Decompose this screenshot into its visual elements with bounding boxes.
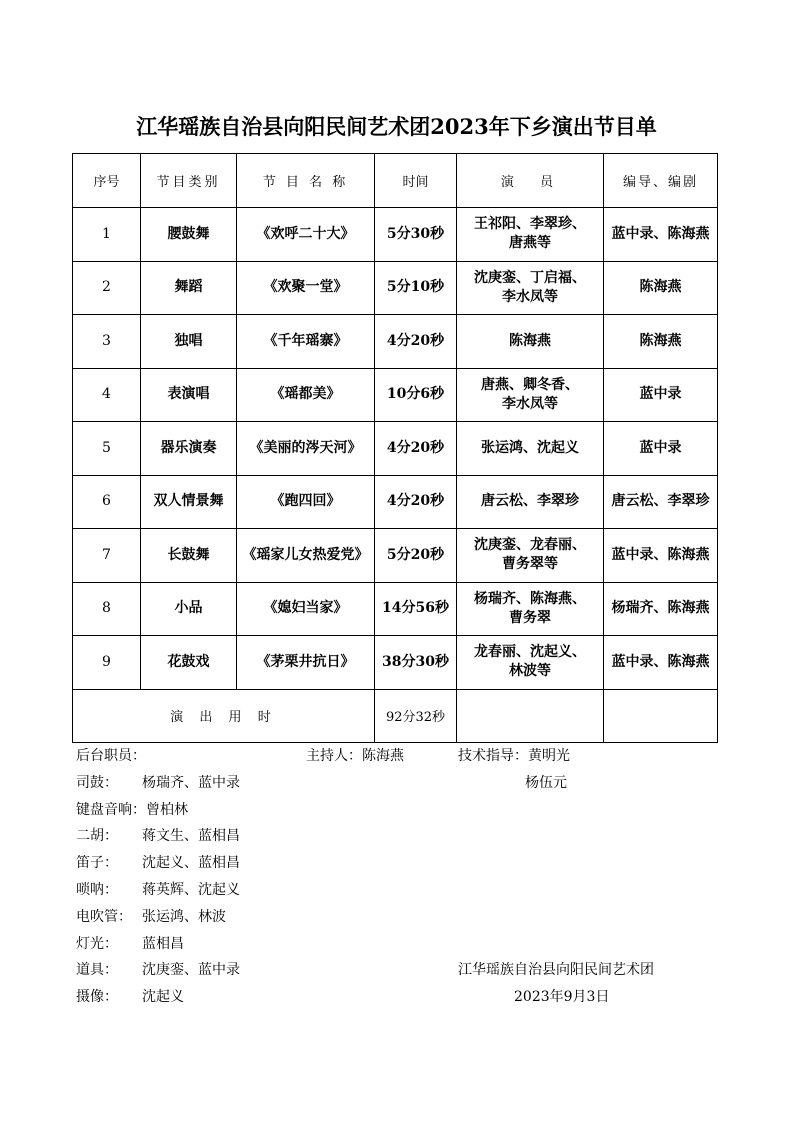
program-category: 长鼓舞: [141, 529, 237, 583]
program-category: 舞蹈: [141, 261, 237, 315]
program-performers: [457, 422, 604, 476]
program-duration: 5分10秒: [375, 261, 457, 315]
program-title: 《媳妇当家》: [237, 582, 375, 636]
program-director: 蓝中录、陈海燕: [604, 208, 718, 262]
program-title: 《瑶都美》: [237, 368, 375, 422]
performers-line: 李水凤等: [502, 395, 558, 412]
table-header-row: [73, 154, 718, 208]
program-category: 表演唱: [141, 368, 237, 422]
program-row: [73, 422, 718, 476]
program-category: 独唱: [141, 315, 237, 369]
header-number: 序号: [73, 154, 141, 208]
program-category: 双人情景舞: [141, 475, 237, 529]
program-duration: 5分20秒: [375, 529, 457, 583]
program-title: 《千年瑶寨》: [237, 315, 375, 369]
total-label: 演 出 用 时: [73, 689, 375, 742]
performers-line: 张运鸿、沈起义: [481, 439, 579, 456]
staff-role: 道具：: [76, 962, 118, 979]
program-director: 蓝中录、陈海燕: [604, 529, 718, 583]
program-row: [73, 315, 718, 369]
program-row: [73, 208, 718, 262]
program-number: 7: [73, 529, 141, 583]
staff-row: [76, 797, 716, 824]
staff-names: 沈起义: [142, 989, 184, 1006]
staff-names: 沈起义、蓝相昌: [142, 855, 240, 872]
performers-line: 沈庚銮、龙春丽、: [474, 537, 586, 554]
staff-row: [76, 904, 716, 931]
program-director: 蓝中录: [604, 422, 718, 476]
header-director: 编导、编剧: [604, 154, 718, 208]
program-row: [73, 529, 718, 583]
program-duration: 4分20秒: [375, 422, 457, 476]
staff-list: [76, 743, 716, 1011]
program-director: 陈海燕: [604, 315, 718, 369]
program-title: 《茅栗井抗日》: [237, 636, 375, 690]
backstage-label: 后台职员：: [76, 748, 146, 764]
program-category: 小品: [141, 582, 237, 636]
program-number: 3: [73, 315, 141, 369]
program-title: 《美丽的涔天河》: [237, 422, 375, 476]
performers-line: 曹务翠等: [502, 556, 558, 573]
header-category: 节目类别: [141, 154, 237, 208]
program-performers: [457, 261, 604, 315]
performers-line: 唐云松、李翠珍: [481, 493, 579, 510]
program-table: [72, 153, 718, 743]
program-director: 杨瑞齐、陈海燕: [604, 582, 718, 636]
staff-names: 蓝相昌: [142, 935, 184, 952]
program-number: 1: [73, 208, 141, 262]
staff-row: [76, 984, 716, 1011]
program-title: 《瑶家儿女热爱党》: [237, 529, 375, 583]
staff-row: [76, 877, 716, 904]
staff-row: [76, 743, 716, 770]
staff-role: 唢呐：: [76, 881, 118, 898]
program-row: [73, 582, 718, 636]
staff-names: 沈庚銮、蓝中录: [142, 962, 240, 979]
performers-line: 唐燕等: [509, 235, 551, 252]
staff-row: [76, 850, 716, 877]
program-performers: [457, 529, 604, 583]
total-director-empty-cell: [604, 689, 718, 742]
program-performers: [457, 475, 604, 529]
program-director: 蓝中录: [604, 368, 718, 422]
program-title: 《欢聚一堂》: [237, 261, 375, 315]
program-number: 8: [73, 582, 141, 636]
program-performers: [457, 315, 604, 369]
staff-role: 司鼓：: [76, 774, 118, 791]
program-performers: [457, 208, 604, 262]
program-title: 《跑四回》: [237, 475, 375, 529]
program-number: 2: [73, 261, 141, 315]
staff-row: [76, 823, 716, 850]
document-title: 江华瑶族自治县向阳民间艺术团2023年下乡演出节目单: [136, 114, 657, 139]
staff-row: [76, 931, 716, 958]
staff-role: 电吹管：: [76, 908, 132, 925]
staff-names: 杨瑞齐、蓝中录: [142, 774, 240, 791]
program-performers: [457, 636, 604, 690]
program-title: 《欢呼二十大》: [237, 208, 375, 262]
signature-date: 2023年9月3日: [514, 989, 610, 1006]
header-program-name: 节 目 名 称: [237, 154, 375, 208]
staff-names: 曾柏林: [146, 801, 188, 818]
staff-role: 二胡：: [76, 828, 118, 845]
staff-names: 蒋文生、蓝相昌: [142, 828, 240, 845]
program-number: 9: [73, 636, 141, 690]
performers-line: 李水凤等: [502, 288, 558, 305]
staff-role: 键盘音响：: [76, 801, 146, 818]
performers-line: 龙春丽、沈起义、: [474, 644, 586, 661]
staff-names: 蒋英辉、沈起义: [142, 881, 240, 898]
performers-line: 唐燕、卿冬香、: [481, 376, 579, 393]
performers-line: 沈庚銮、丁启福、: [474, 269, 586, 286]
program-category: 器乐演奏: [141, 422, 237, 476]
program-performers: [457, 582, 604, 636]
program-director: 唐云松、李翠珍: [604, 475, 718, 529]
total-performers-empty-cell: [457, 689, 604, 742]
program-row: [73, 261, 718, 315]
performers-line: 陈海燕: [509, 332, 551, 349]
technical-director: 技术指导：黄明光: [458, 748, 570, 764]
signature-organization: 江华瑶族自治县向阳民间艺术团: [458, 962, 654, 979]
program-performers: [457, 368, 604, 422]
performers-line: 林波等: [509, 663, 551, 680]
header-duration: 时间: [375, 154, 457, 208]
staff-role: 灯光：: [76, 935, 118, 952]
program-duration: 10分6秒: [375, 368, 457, 422]
program-duration: 4分20秒: [375, 315, 457, 369]
program-director: 陈海燕: [604, 261, 718, 315]
program-duration: 14分56秒: [375, 582, 457, 636]
staff-role: 摄像：: [76, 989, 118, 1006]
total-duration: 92分32秒: [375, 689, 457, 742]
program-duration: 5分30秒: [375, 208, 457, 262]
performers-line: 曹务翠: [509, 609, 551, 626]
program-row: [73, 368, 718, 422]
extra-name: 杨伍元: [525, 774, 567, 791]
staff-names: 张运鸿、林波: [142, 908, 226, 925]
staff-row: [76, 770, 716, 797]
staff-row: [76, 957, 716, 984]
performers-line: 王祁阳、李翠珍、: [474, 216, 586, 233]
program-category: 腰鼓舞: [141, 208, 237, 262]
staff-role: 笛子：: [76, 855, 118, 872]
program-row: [73, 475, 718, 529]
performers-line: 杨瑞齐、陈海燕、: [474, 590, 586, 607]
header-performers: 演 员: [457, 154, 604, 208]
program-row: [73, 636, 718, 690]
program-duration: 4分20秒: [375, 475, 457, 529]
program-duration: 38分30秒: [375, 636, 457, 690]
program-number: 6: [73, 475, 141, 529]
program-number: 5: [73, 422, 141, 476]
program-number: 4: [73, 368, 141, 422]
host: 主持人：陈海燕: [306, 748, 404, 764]
total-row: [73, 689, 718, 742]
program-director: 蓝中录、陈海燕: [604, 636, 718, 690]
program-category: 花鼓戏: [141, 636, 237, 690]
